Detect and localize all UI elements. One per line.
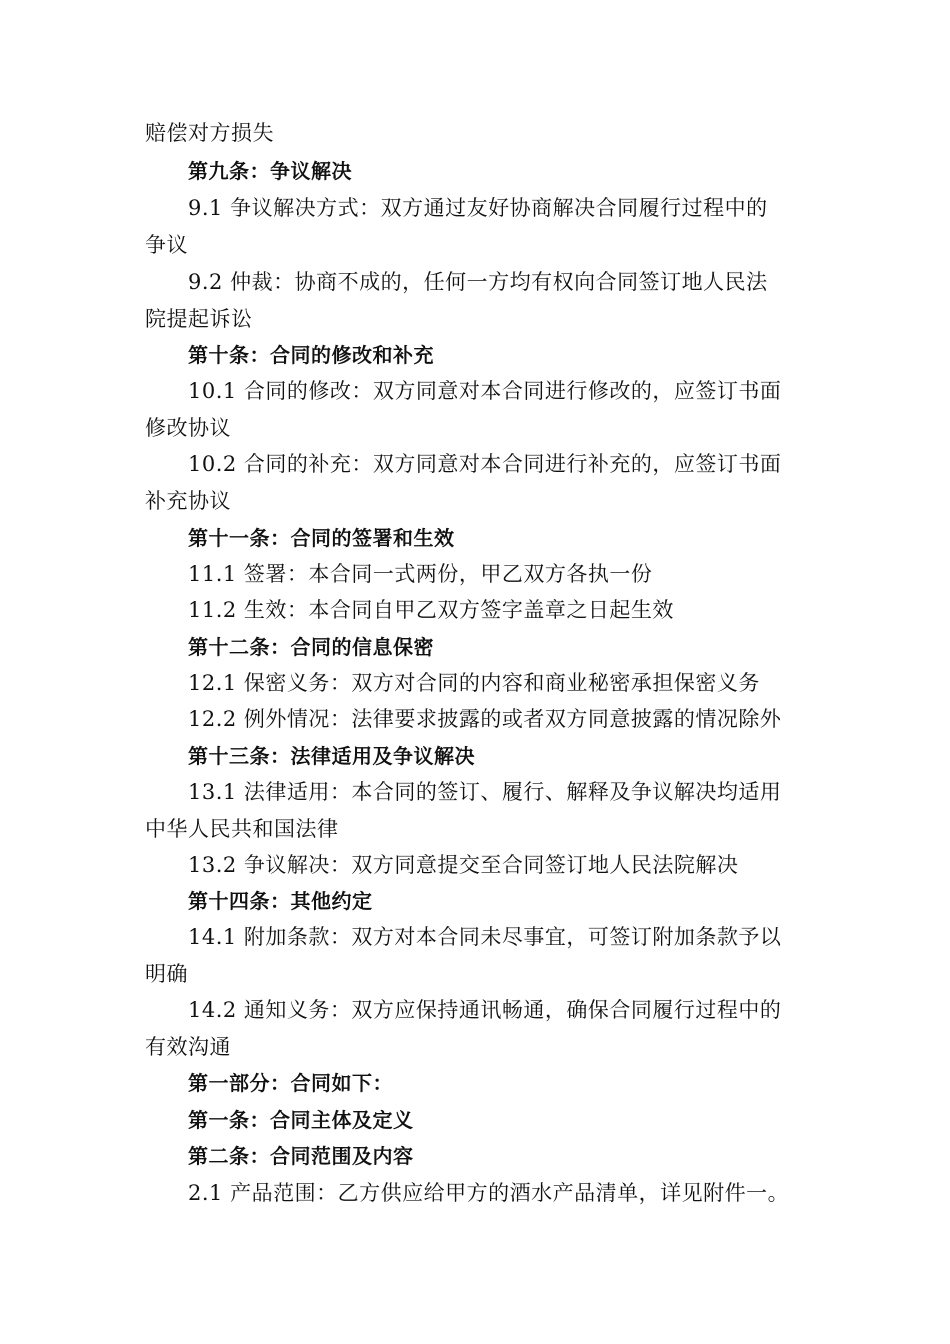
section-heading: 第一部分：合同如下：: [188, 1071, 393, 1095]
body-text-line: 有效沟通: [145, 1035, 231, 1059]
clause-line: 11.2 生效：本合同自甲乙双方签字盖章之日起生效: [188, 598, 674, 622]
section-heading: 第十二条：合同的信息保密: [188, 635, 434, 659]
clause-line: 9.2 仲裁：协商不成的，任何一方均有权向合同签订地人民法: [188, 270, 768, 294]
body-text-line: 院提起诉讼: [145, 307, 253, 331]
body-text-line: 补充协议: [145, 489, 231, 513]
body-text-line: 修改协议: [145, 416, 231, 440]
body-text-line: 中华人民共和国法律: [145, 817, 339, 841]
section-heading: 第十三条：法律适用及争议解决: [188, 744, 475, 768]
body-text-line: 赔偿对方损失: [145, 121, 274, 145]
section-heading: 第一条：合同主体及定义: [188, 1108, 414, 1132]
body-text-line: 争议: [145, 233, 188, 257]
section-heading: 第二条：合同范围及内容: [188, 1144, 414, 1168]
clause-line: 9.1 争议解决方式：双方通过友好协商解决合同履行过程中的: [188, 196, 768, 220]
section-heading: 第十四条：其他约定: [188, 889, 373, 913]
clause-line: 12.2 例外情况：法律要求披露的或者双方同意披露的情况除外: [188, 707, 782, 731]
clause-line: 14.1 附加条款：双方对本合同未尽事宜，可签订附加条款予以: [188, 925, 782, 949]
clause-line: 14.2 通知义务：双方应保持通讯畅通，确保合同履行过程中的: [188, 998, 782, 1022]
clause-line: 13.1 法律适用：本合同的签订、履行、解释及争议解决均适用: [188, 780, 782, 804]
clause-line: 13.2 争议解决：双方同意提交至合同签订地人民法院解决: [188, 853, 739, 877]
clause-line: 2.1 产品范围：乙方供应给甲方的酒水产品清单，详见附件一。: [188, 1181, 790, 1205]
body-text-line: 明确: [145, 962, 188, 986]
section-heading: 第十条：合同的修改和补充: [188, 343, 434, 367]
clause-line: 12.1 保密义务：双方对合同的内容和商业秘密承担保密义务: [188, 671, 760, 695]
section-heading: 第十一条：合同的签署和生效: [188, 526, 455, 550]
clause-line: 10.2 合同的补充：双方同意对本合同进行补充的，应签订书面: [188, 452, 782, 476]
section-heading: 第九条：争议解决: [188, 159, 352, 183]
clause-line: 10.1 合同的修改：双方同意对本合同进行修改的，应签订书面: [188, 379, 782, 403]
clause-line: 11.1 签署：本合同一式两份，甲乙双方各执一份: [188, 562, 653, 586]
